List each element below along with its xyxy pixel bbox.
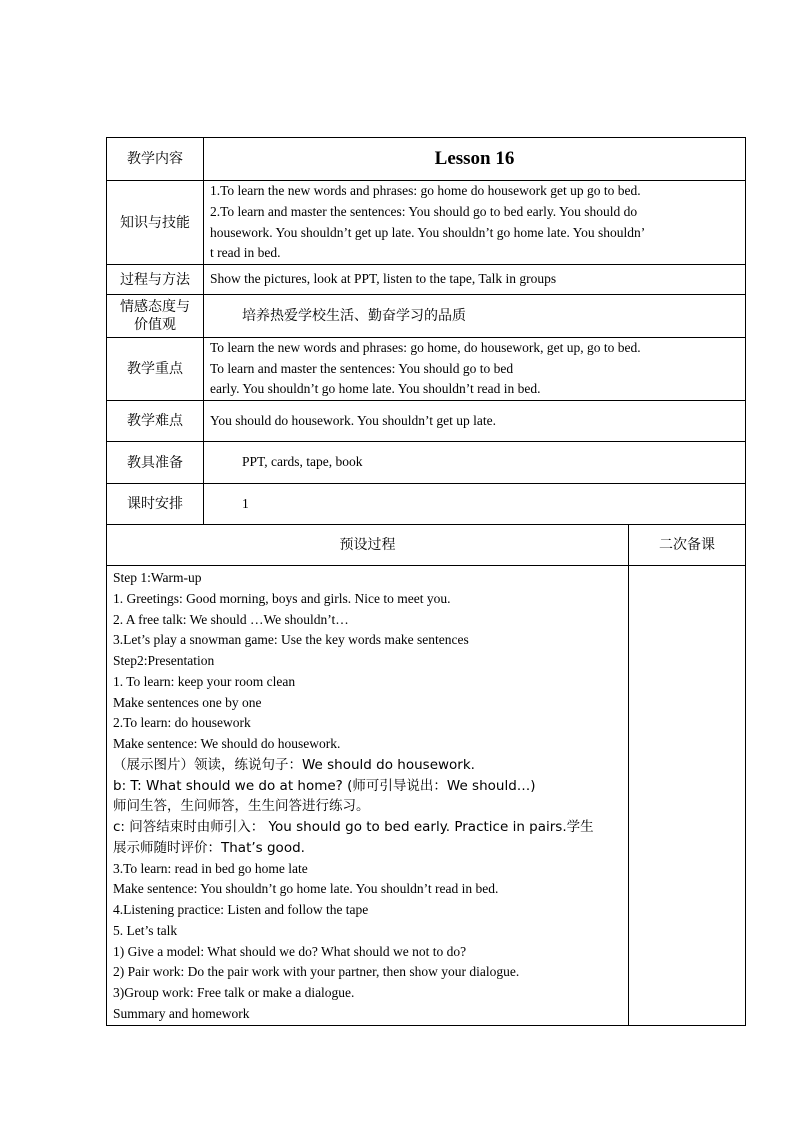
process-line: 3)Group work: Free talk or make a dialogue. <box>113 985 355 1001</box>
label-attitude-line: 价值观 <box>134 317 176 333</box>
process-line: Step2:Presentation <box>113 653 215 669</box>
key-line: early. You shouldn’t go home late. You shouldn’t read in bed. <box>210 381 541 397</box>
knowledge-line: 2.To learn and master the sentences: You should go to bed early. You should do <box>210 203 638 219</box>
tools-value: PPT, cards, tape, book <box>204 442 746 484</box>
process-line: 展示师随时评价：That’s good. <box>113 839 305 856</box>
process-line: Make sentence: We should do housework. <box>113 736 341 752</box>
process-line: 师问生答，生问师答，生生问答进行练习。 <box>113 798 370 815</box>
row-method <box>107 265 746 295</box>
knowledge-line: t read in bed. <box>210 245 281 261</box>
process-line: 1. Greetings: Good morning, boys and girls. Nice to meet you. <box>113 590 451 606</box>
knowledge-line: 1.To learn the new words and phrases: go home do housework get up go to bed. <box>210 183 641 199</box>
lesson-plan-table <box>106 137 746 1026</box>
row-key <box>107 338 746 401</box>
process-line: Summary and homework <box>113 1005 250 1021</box>
label-method: 过程与方法 <box>107 265 204 295</box>
row-process-header <box>107 525 746 566</box>
process-line: 1. To learn: keep your room clean <box>113 673 296 689</box>
label-tools: 教具准备 <box>107 442 204 484</box>
secondary-notes-cell <box>629 566 746 1026</box>
row-process <box>107 566 746 1026</box>
process-line: Make sentences one by one <box>113 694 262 710</box>
label-content: 教学内容 <box>107 138 204 181</box>
label-attitude-line: 情感态度与 <box>120 299 190 315</box>
label-key: 教学重点 <box>107 338 204 401</box>
label-hours: 课时安排 <box>107 484 204 525</box>
row-attitude <box>107 295 746 338</box>
label-attitude <box>107 295 204 338</box>
process-header-main: 预设过程 <box>107 525 629 566</box>
process-line: 2. A free talk: We should …We shouldn’t… <box>113 611 349 627</box>
attitude-value: 培养热爱学校生活、勤奋学习的品质 <box>204 295 746 338</box>
process-line: b: T: What should we do at home? (师可引导说出：We should…) <box>113 777 536 794</box>
lesson-plan-sheet <box>106 137 745 1026</box>
row-tools <box>107 442 746 484</box>
process-line: Make sentence: You shouldn’t go home late. You shouldn’t read in bed. <box>113 881 499 897</box>
process-line: 2) Pair work: Do the pair work with your partner, then show your dialogue. <box>113 964 520 980</box>
method-value: Show the pictures, look at PPT, listen to the tape, Talk in groups <box>204 265 746 295</box>
label-difficult: 教学难点 <box>107 401 204 442</box>
process-line: 3.To learn: read in bed go home late <box>113 860 308 876</box>
key-value <box>204 338 746 401</box>
process-line: 1) Give a model: What should we do? What should we not to do? <box>113 943 467 959</box>
process-line: 3.Let’s play a snowman game: Use the key words make sentences <box>113 632 469 648</box>
process-header-side: 二次备课 <box>629 525 746 566</box>
lesson-title: Lesson 16 <box>204 138 746 181</box>
row-difficult <box>107 401 746 442</box>
hours-value: 1 <box>204 484 746 525</box>
key-line: To learn the new words and phrases: go home, do housework, get up, go to bed. <box>210 340 641 355</box>
key-line: To learn and master the sentences: You should go to bed <box>210 360 514 376</box>
difficult-value: You should do housework. You shouldn’t get up late. <box>204 401 746 442</box>
process-line: 2.To learn: do housework <box>113 715 251 731</box>
knowledge-line: housework. You shouldn’t get up late. You shouldn’t go home late. You shouldn’ <box>210 224 646 240</box>
knowledge-value <box>204 181 746 265</box>
row-content <box>107 138 746 181</box>
row-knowledge <box>107 181 746 265</box>
process-steps <box>107 566 629 1026</box>
process-line: c: 问答结束时由师引入： You should go to bed early. Practice in pairs.学生 <box>113 819 594 836</box>
label-knowledge: 知识与技能 <box>107 181 204 265</box>
process-line: 5. Let’s talk <box>113 922 178 938</box>
process-line: Step 1:Warm-up <box>113 570 202 586</box>
row-hours <box>107 484 746 525</box>
process-line: 4.Listening practice: Listen and follow the tape <box>113 902 369 918</box>
process-line: （展示图片）领读，练说句子：We should do housework. <box>113 756 475 773</box>
